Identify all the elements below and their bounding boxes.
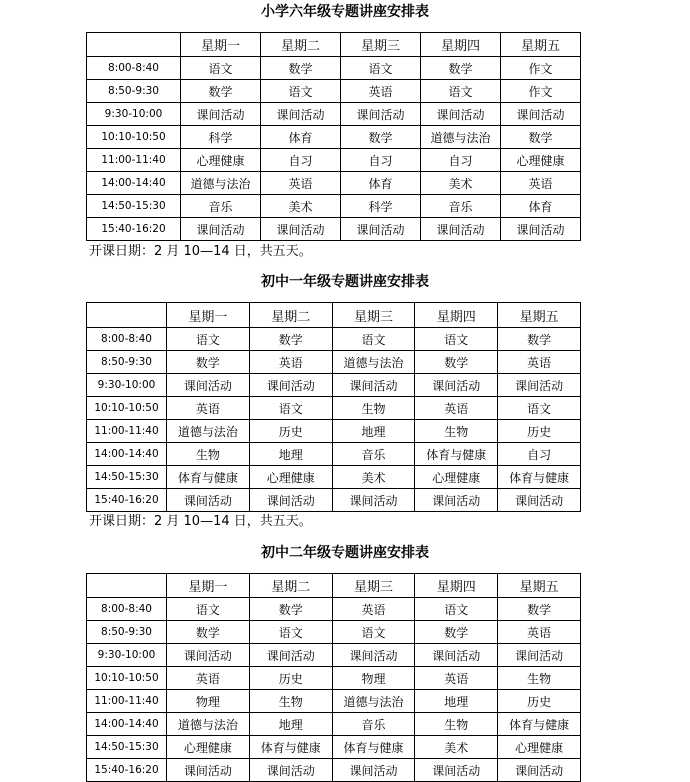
subject-cell: 课间活动 (249, 374, 332, 397)
table-row (87, 489, 581, 512)
subject-cell: 课间活动 (415, 374, 498, 397)
subject-cell: 课间活动 (341, 103, 421, 126)
subject-cell: 体育与健康 (249, 736, 332, 759)
time-cell: 14:50-15:30 (87, 195, 181, 218)
weekday-header: 星期四 (415, 574, 498, 598)
subject-cell: 心理健康 (415, 466, 498, 489)
subject-cell: 课间活动 (332, 644, 415, 667)
table-row (87, 328, 581, 351)
header-corner-cell (87, 574, 167, 598)
table-row (87, 57, 581, 80)
subject-cell: 体育 (261, 126, 341, 149)
time-cell: 8:50-9:30 (87, 80, 181, 103)
subject-cell: 生物 (249, 690, 332, 713)
course-date-note: 开课日期：2 月 10—14 日，共五天。 (89, 514, 312, 529)
subject-cell: 道德与法治 (167, 420, 250, 443)
subject-cell: 作文 (501, 80, 581, 103)
schedule-title: 小学六年级专题讲座安排表 (261, 4, 429, 20)
time-cell: 15:40-16:20 (87, 218, 181, 241)
table-row (87, 126, 581, 149)
subject-cell: 数学 (249, 328, 332, 351)
time-cell: 9:30-10:00 (87, 374, 167, 397)
table-row (87, 713, 581, 736)
subject-cell: 数学 (249, 598, 332, 621)
time-cell: 14:00-14:40 (87, 713, 167, 736)
subject-cell: 课间活动 (421, 218, 501, 241)
table-row (87, 621, 581, 644)
header-corner-cell (87, 33, 181, 57)
time-cell: 8:50-9:30 (87, 351, 167, 374)
subject-cell: 物理 (167, 690, 250, 713)
subject-cell: 地理 (249, 713, 332, 736)
subject-cell: 生物 (167, 443, 250, 466)
weekday-header: 星期一 (181, 33, 261, 57)
table-row (87, 149, 581, 172)
table-row (87, 690, 581, 713)
subject-cell: 体育与健康 (498, 713, 581, 736)
subject-cell: 物理 (332, 667, 415, 690)
subject-cell: 道德与法治 (332, 351, 415, 374)
subject-cell: 生物 (415, 420, 498, 443)
weekday-header: 星期二 (249, 303, 332, 328)
subject-cell: 课间活动 (181, 218, 261, 241)
subject-cell: 心理健康 (181, 149, 261, 172)
table-row (87, 103, 581, 126)
subject-cell: 语文 (498, 397, 581, 420)
table-row (87, 736, 581, 759)
subject-cell: 心理健康 (498, 736, 581, 759)
subject-cell: 历史 (249, 667, 332, 690)
subject-cell: 自习 (261, 149, 341, 172)
time-cell: 8:00-8:40 (87, 598, 167, 621)
subject-cell: 自习 (421, 149, 501, 172)
header-row (87, 303, 581, 328)
weekday-header: 星期五 (501, 33, 581, 57)
table-row (87, 759, 581, 782)
subject-cell: 道德与法治 (181, 172, 261, 195)
subject-cell: 数学 (498, 598, 581, 621)
subject-cell: 英语 (415, 667, 498, 690)
time-cell: 10:10-10:50 (87, 126, 181, 149)
subject-cell: 道德与法治 (332, 690, 415, 713)
time-cell: 14:00-14:40 (87, 172, 181, 195)
subject-cell: 语文 (332, 328, 415, 351)
subject-cell: 数学 (415, 621, 498, 644)
time-cell: 11:00-11:40 (87, 420, 167, 443)
weekday-header: 星期一 (167, 574, 250, 598)
subject-cell: 科学 (181, 126, 261, 149)
subject-cell: 语文 (181, 57, 261, 80)
subject-cell: 课间活动 (421, 103, 501, 126)
table-row (87, 644, 581, 667)
subject-cell: 课间活动 (498, 759, 581, 782)
subject-cell: 语文 (167, 598, 250, 621)
subject-cell: 体育与健康 (415, 443, 498, 466)
subject-cell: 课间活动 (498, 489, 581, 512)
table-row (87, 80, 581, 103)
subject-cell: 语文 (261, 80, 341, 103)
table-row (87, 351, 581, 374)
time-cell: 15:40-16:20 (87, 489, 167, 512)
subject-cell: 课间活动 (167, 759, 250, 782)
time-cell: 14:00-14:40 (87, 443, 167, 466)
time-cell: 14:50-15:30 (87, 736, 167, 759)
subject-cell: 音乐 (332, 443, 415, 466)
weekday-header: 星期三 (341, 33, 421, 57)
weekday-header: 星期五 (498, 303, 581, 328)
table-row (87, 598, 581, 621)
weekday-header: 星期二 (249, 574, 332, 598)
subject-cell: 课间活动 (261, 218, 341, 241)
table-row (87, 443, 581, 466)
subject-cell: 课间活动 (181, 103, 261, 126)
weekday-header: 星期三 (332, 574, 415, 598)
weekday-header: 星期四 (421, 33, 501, 57)
subject-cell: 历史 (498, 690, 581, 713)
schedule-table (86, 302, 581, 512)
table-row (87, 397, 581, 420)
subject-cell: 课间活动 (332, 489, 415, 512)
subject-cell: 美术 (261, 195, 341, 218)
subject-cell: 体育与健康 (498, 466, 581, 489)
subject-cell: 自习 (498, 443, 581, 466)
subject-cell: 心理健康 (167, 736, 250, 759)
time-cell: 11:00-11:40 (87, 690, 167, 713)
table-row (87, 466, 581, 489)
subject-cell: 英语 (341, 80, 421, 103)
subject-cell: 语文 (415, 598, 498, 621)
subject-cell: 科学 (341, 195, 421, 218)
subject-cell: 体育与健康 (167, 466, 250, 489)
weekday-header: 星期五 (498, 574, 581, 598)
subject-cell: 语文 (167, 328, 250, 351)
course-date-note: 开课日期：2 月 10—14 日，共五天。 (89, 244, 312, 259)
subject-cell: 道德与法治 (167, 713, 250, 736)
subject-cell: 生物 (498, 667, 581, 690)
table-row (87, 420, 581, 443)
time-cell: 14:50-15:30 (87, 466, 167, 489)
schedule-title: 初中一年级专题讲座安排表 (261, 274, 429, 290)
subject-cell: 语文 (249, 397, 332, 420)
subject-cell: 体育 (501, 195, 581, 218)
weekday-header: 星期一 (167, 303, 250, 328)
subject-cell: 生物 (415, 713, 498, 736)
time-cell: 8:00-8:40 (87, 328, 167, 351)
time-cell: 8:50-9:30 (87, 621, 167, 644)
subject-cell: 语文 (332, 621, 415, 644)
subject-cell: 课间活动 (249, 489, 332, 512)
subject-cell: 课间活动 (415, 489, 498, 512)
subject-cell: 地理 (415, 690, 498, 713)
subject-cell: 语文 (415, 328, 498, 351)
subject-cell: 英语 (415, 397, 498, 420)
subject-cell: 英语 (261, 172, 341, 195)
subject-cell: 数学 (167, 351, 250, 374)
subject-cell: 心理健康 (501, 149, 581, 172)
subject-cell: 数学 (341, 126, 421, 149)
subject-cell: 道德与法治 (421, 126, 501, 149)
time-cell: 15:40-16:20 (87, 759, 167, 782)
subject-cell: 作文 (501, 57, 581, 80)
subject-cell: 历史 (498, 420, 581, 443)
subject-cell: 英语 (501, 172, 581, 195)
subject-cell: 体育 (341, 172, 421, 195)
time-cell: 10:10-10:50 (87, 397, 167, 420)
subject-cell: 数学 (261, 57, 341, 80)
table-row (87, 172, 581, 195)
subject-cell: 音乐 (181, 195, 261, 218)
subject-cell: 音乐 (421, 195, 501, 218)
schedule-title: 初中二年级专题讲座安排表 (261, 545, 429, 561)
time-cell: 9:30-10:00 (87, 644, 167, 667)
subject-cell: 数学 (167, 621, 250, 644)
subject-cell: 课间活动 (332, 374, 415, 397)
subject-cell: 体育与健康 (332, 736, 415, 759)
subject-cell: 数学 (501, 126, 581, 149)
subject-cell: 音乐 (332, 713, 415, 736)
subject-cell: 语文 (249, 621, 332, 644)
table-row (87, 667, 581, 690)
schedule-table (86, 32, 581, 241)
subject-cell: 地理 (249, 443, 332, 466)
subject-cell: 课间活动 (498, 374, 581, 397)
subject-cell: 语文 (341, 57, 421, 80)
table-row (87, 218, 581, 241)
weekday-header: 星期四 (415, 303, 498, 328)
time-cell: 9:30-10:00 (87, 103, 181, 126)
subject-cell: 历史 (249, 420, 332, 443)
subject-cell: 数学 (415, 351, 498, 374)
subject-cell: 语文 (421, 80, 501, 103)
subject-cell: 课间活动 (415, 759, 498, 782)
subject-cell: 地理 (332, 420, 415, 443)
subject-cell: 美术 (421, 172, 501, 195)
subject-cell: 数学 (421, 57, 501, 80)
subject-cell: 英语 (498, 621, 581, 644)
header-corner-cell (87, 303, 167, 328)
subject-cell: 课间活动 (249, 644, 332, 667)
subject-cell: 英语 (332, 598, 415, 621)
table-row (87, 374, 581, 397)
subject-cell: 课间活动 (498, 644, 581, 667)
subject-cell: 数学 (181, 80, 261, 103)
subject-cell: 课间活动 (167, 489, 250, 512)
subject-cell: 课间活动 (249, 759, 332, 782)
subject-cell: 课间活动 (261, 103, 341, 126)
time-cell: 8:00-8:40 (87, 57, 181, 80)
subject-cell: 课间活动 (167, 374, 250, 397)
subject-cell: 生物 (332, 397, 415, 420)
subject-cell: 美术 (415, 736, 498, 759)
subject-cell: 数学 (498, 328, 581, 351)
subject-cell: 英语 (498, 351, 581, 374)
subject-cell: 英语 (167, 397, 250, 420)
subject-cell: 课间活动 (501, 103, 581, 126)
time-cell: 10:10-10:50 (87, 667, 167, 690)
time-cell: 11:00-11:40 (87, 149, 181, 172)
subject-cell: 课间活动 (341, 218, 421, 241)
subject-cell: 英语 (249, 351, 332, 374)
weekday-header: 星期二 (261, 33, 341, 57)
schedule-table (86, 573, 581, 782)
table-row (87, 195, 581, 218)
subject-cell: 课间活动 (415, 644, 498, 667)
subject-cell: 课间活动 (167, 644, 250, 667)
subject-cell: 自习 (341, 149, 421, 172)
subject-cell: 英语 (167, 667, 250, 690)
header-row (87, 33, 581, 57)
weekday-header: 星期三 (332, 303, 415, 328)
header-row (87, 574, 581, 598)
subject-cell: 心理健康 (249, 466, 332, 489)
subject-cell: 课间活动 (332, 759, 415, 782)
subject-cell: 课间活动 (501, 218, 581, 241)
subject-cell: 美术 (332, 466, 415, 489)
